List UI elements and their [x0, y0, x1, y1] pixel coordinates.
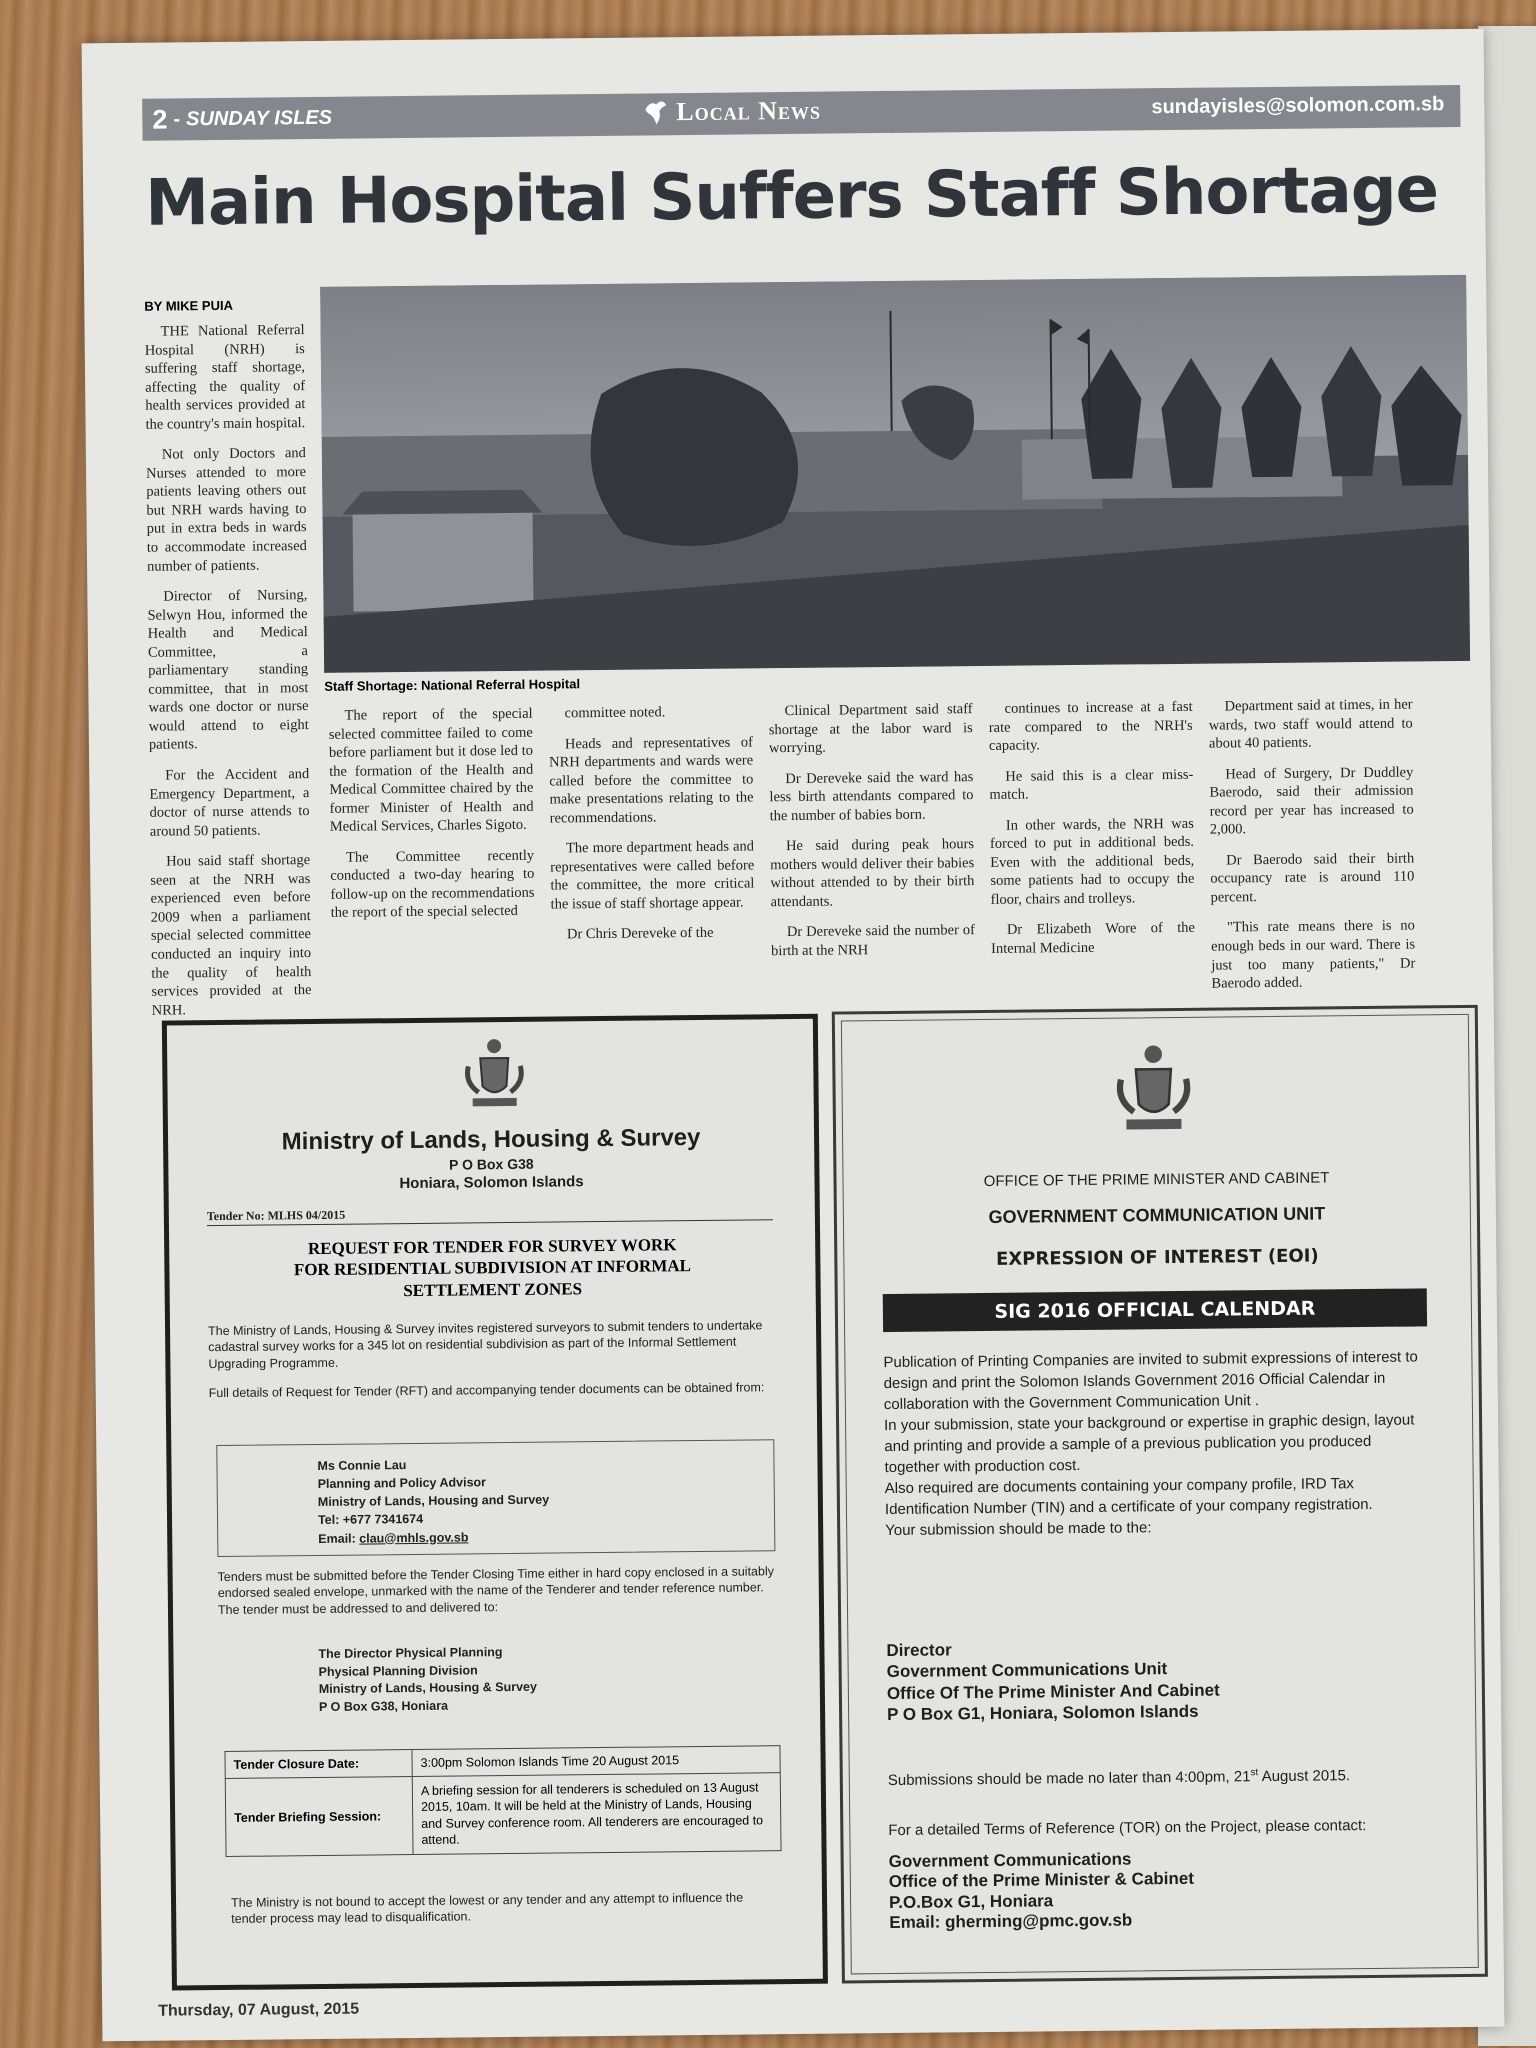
tender-title-line: FOR RESIDENTIAL SUBDIVISION AT INFORMAL [293, 1256, 692, 1280]
contact-email[interactable]: clau@mhls.gov.sb [359, 1529, 469, 1546]
briefing-value: A briefing session for all tenderers is scheduled on 13 August 2015, 10am. It will be held at the Ministry of Lands, Housing and Survey conference room. All tenderers are encouraged to attend. [412, 1773, 781, 1855]
paragraph: The report of the special selected committee failed to come before parliament but it dose led to the formation of the Health and Medical Committee chaired by the former Minister of Health and Medical Services, Charles Sigoto. [328, 705, 534, 836]
tender-intro: The Ministry of Lands, Housing & Survey invites registered surveyors to submit tenders to undertake cadastral survey works for a 345 lot on residential subdivision as part of the Informal Settlement Upgrading Programme. [207, 1318, 763, 1371]
tor-text: For a detailed Terms of Reference (TOR) on the Project, please contact: [888, 1817, 1367, 1840]
contact-address [889, 1849, 1195, 1934]
paragraph: He said this is a clear miss-match. [989, 766, 1194, 804]
paragraph: continues to increase at a fast rate compared to the NRH's capacity. [988, 698, 1193, 755]
paragraph: Dr Chris Dereveke of the [566, 925, 714, 943]
tender-title-line: REQUEST FOR TENDER FOR SURVEY WORK [307, 1235, 677, 1259]
unit-name: GOVERNMENT COMMUNICATION UNIT [988, 1203, 1326, 1227]
contact-details [317, 1455, 549, 1548]
contact-tel: Tel: +677 7341674 [317, 1512, 424, 1528]
eoi-paragraph: Publication of Printing Companies are invited to submit expressions of interest to design and print the Solomon Islands Government 2016 Official Calendar in collaboration with the Government Communication Unit . [883, 1348, 1418, 1414]
bird-emblem-icon [642, 97, 668, 127]
paragraph: Clinical Department said staff shortage at the labor ward is worrying. [768, 701, 973, 757]
address-line: Office of the Prime Minister & Cabinet [888, 1869, 1195, 1892]
paragraph: Not only Doctors and Nurses attended to more patients leaving others out but NRH wards having to put in extra beds in wards to accommodate increased number of patients. [146, 445, 307, 575]
closure-value: 3:00pm Solomon Islands Time 20 August 2015 [412, 1746, 780, 1777]
paragraph: In other wards, the NRH was forced to put in additional beds. Even with the additional beds, some patients had to occupy the floor, chairs and trolleys. [989, 815, 1195, 908]
paragraph: Heads and representatives of NRH departments and wards were called before the committee to make presentations relating to the recommendations. [549, 733, 754, 827]
article-column-1 [145, 321, 312, 1032]
contact-org: Ministry of Lands, Housing and Survey [317, 1492, 550, 1510]
article-column-5 [989, 698, 1196, 971]
header-email[interactable]: sundayisles@solomon.com.sb [1151, 93, 1445, 119]
briefing-label: Tender Briefing Session: [225, 1777, 413, 1857]
address-line: Government Communications Unit [886, 1659, 1168, 1682]
paragraph: The Committee recently conducted a two-day hearing to follow-up on the recommendations the report of the special selected [330, 847, 535, 922]
article-column-2 [329, 705, 535, 935]
deadline-suffix: st [1250, 1767, 1259, 1779]
paragraph: Head of Surgery, Dr Duddley Baerodo, said their admission record per year has increased to 2,000. [1209, 764, 1414, 838]
tender-details: Full details of Request for Tender (RFT) and accompanying tender documents can be obtained from: [208, 1380, 765, 1401]
address-line: P O Box G1, Honiara, Solomon Islands [887, 1701, 1199, 1724]
hospital-photo [320, 275, 1470, 673]
tender-submission: Tenders must be submitted before the Tender Closing Time either in hard copy enclosed in a suitably endorsed sealed envelope, unmarked with the name of the Tenderer and tender reference number. The tender must be addressed to and delivered to: [217, 1564, 775, 1617]
paragraph: committee noted. [564, 704, 666, 722]
tender-title [169, 1233, 816, 1304]
paragraph: The more department heads and representatives were called before the committee, the more critical the issue of staff shortage appear. [550, 838, 755, 913]
paragraph: THE National Referral Hospital (NRH) is suffering staff shortage, affecting the quality of health services provided at the country's main hospital. [144, 322, 306, 433]
coat-of-arms-icon [1113, 1041, 1194, 1138]
contact-email-label: Email: [318, 1531, 360, 1546]
paragraph: "This rate means there is no enough beds in our ward. There is just too many patients," Dr Baerodo added. [1211, 917, 1416, 992]
paper-name: SUNDAY ISLES [185, 106, 333, 130]
paragraph: Department said at times, in her wards, two staff would attend to about 40 patients. [1208, 696, 1413, 752]
contact-email[interactable]: Email: gherming@pmc.gov.sb [889, 1910, 1133, 1933]
address-line: P O Box G38, Honiara [318, 1698, 449, 1714]
headline: Main Hospital Suffers Staff Shortage [144, 153, 1439, 241]
address-line: Government Communications [888, 1849, 1132, 1872]
eoi-advertisement [832, 1005, 1488, 1984]
contact-name: Ms Connie Lau [317, 1458, 407, 1474]
paragraph: Dr Dereveke said the number of birth at the NRH [771, 922, 976, 960]
ministry-po-box: P O Box G38 [448, 1155, 534, 1173]
address-line: P.O.Box G1, Honiara [888, 1891, 1054, 1912]
contact-email-line [318, 1527, 549, 1548]
page-number: 2 [152, 104, 168, 135]
table-row [225, 1773, 781, 1857]
eoi-paragraph: In your submission, state your background or expertise in graphic design, layout and printing and provide a sample of a previous publication you produced together with production cost. [884, 1411, 1415, 1477]
address-line: Office Of The Prime Minister And Cabinet [886, 1680, 1220, 1703]
tender-disclaimer: The Ministry is not bound to accept the lowest or any tender and any attempt to influence the tender process may lead to disqualification. [230, 1890, 744, 1927]
paragraph: For the Accident and Emergency Department, a doctor of nurse attends to around 50 patients. [149, 766, 310, 840]
address-line: The Director Physical Planning [318, 1645, 503, 1662]
coat-of-arms-icon [462, 1036, 527, 1113]
ministry-city: Honiara, Solomon Islands [399, 1173, 584, 1193]
paragraph: Dr Baerodo said their birth occupancy rate is around 110 percent. [1210, 850, 1415, 906]
paragraph: Dr Elizabeth Wore of the Internal Medicine [991, 920, 1195, 957]
byline: BY MIKE PUIA [144, 297, 234, 314]
paragraph: Director of Nursing, Selwyn Hou, informed the Health and Medical Committee, a parliamentary standing committee, that in most wards one doctor or nurse would attend to eight patients. [147, 587, 309, 754]
paragraph: Hou said staff shortage seen at the NRH was experienced even before 2009 when a parliament special selected committee conducted an inquiry into the quality of health services provided at the NRH. [150, 852, 312, 1019]
deadline-prefix: Submissions should be made no later than 4:00pm, 21 [887, 1768, 1251, 1790]
article-column-4 [769, 700, 976, 973]
tender-dates-table [224, 1745, 781, 1857]
calendar-banner: SIG 2016 OFFICIAL CALENDAR [883, 1288, 1427, 1332]
tender-advertisement [162, 1014, 828, 1991]
submission-address [886, 1637, 1220, 1725]
photo-caption: Staff Shortage: National Referral Hospital [324, 676, 581, 694]
paragraph: He said during peak hours mothers would deliver their babies without attended to by their birth attendants. [770, 836, 975, 911]
eoi-title: EXPRESSION OF INTEREST (EOI) [995, 1245, 1319, 1270]
newspaper-page [82, 29, 1505, 2042]
closure-label: Tender Closure Date: [225, 1750, 412, 1779]
delivery-address [318, 1644, 537, 1716]
hospital-photo-image [320, 275, 1470, 673]
eoi-paragraph: Also required are documents containing your company profile, IRD Tax Identification Number (TIN) and a certificate of your company registration. [884, 1475, 1373, 1519]
page-header [142, 85, 1460, 141]
footer-date: Thursday, 07 August, 2015 [158, 2000, 360, 2020]
ministry-name: Ministry of Lands, Housing & Survey [281, 1123, 701, 1156]
contact-role: Planning and Policy Advisor [317, 1475, 487, 1492]
article-column-3 [549, 702, 756, 956]
page-separator: - [173, 107, 181, 130]
address-line: Director [886, 1640, 952, 1661]
contact-box [216, 1439, 775, 1557]
tender-title-line: SETTLEMENT ZONES [403, 1278, 583, 1300]
address-line: Physical Planning Division [318, 1662, 478, 1679]
section-title: Local News [676, 95, 822, 127]
tender-number: Tender No: MLHS 04/2015 [206, 1207, 346, 1224]
article-column-6 [1208, 695, 1415, 1005]
eoi-paragraph: Your submission should be made to the: [885, 1519, 1152, 1540]
section-label [642, 96, 821, 128]
eoi-body [883, 1346, 1431, 1541]
address-line: Ministry of Lands, Housing & Survey [318, 1679, 537, 1697]
deadline-post: August 2015. [1258, 1767, 1351, 1786]
paragraph: Dr Dereveke said the ward has less birth attendants compared to the number of babies born. [769, 768, 974, 824]
office-name: OFFICE OF THE PRIME MINISTER AND CABINET [983, 1169, 1330, 1191]
